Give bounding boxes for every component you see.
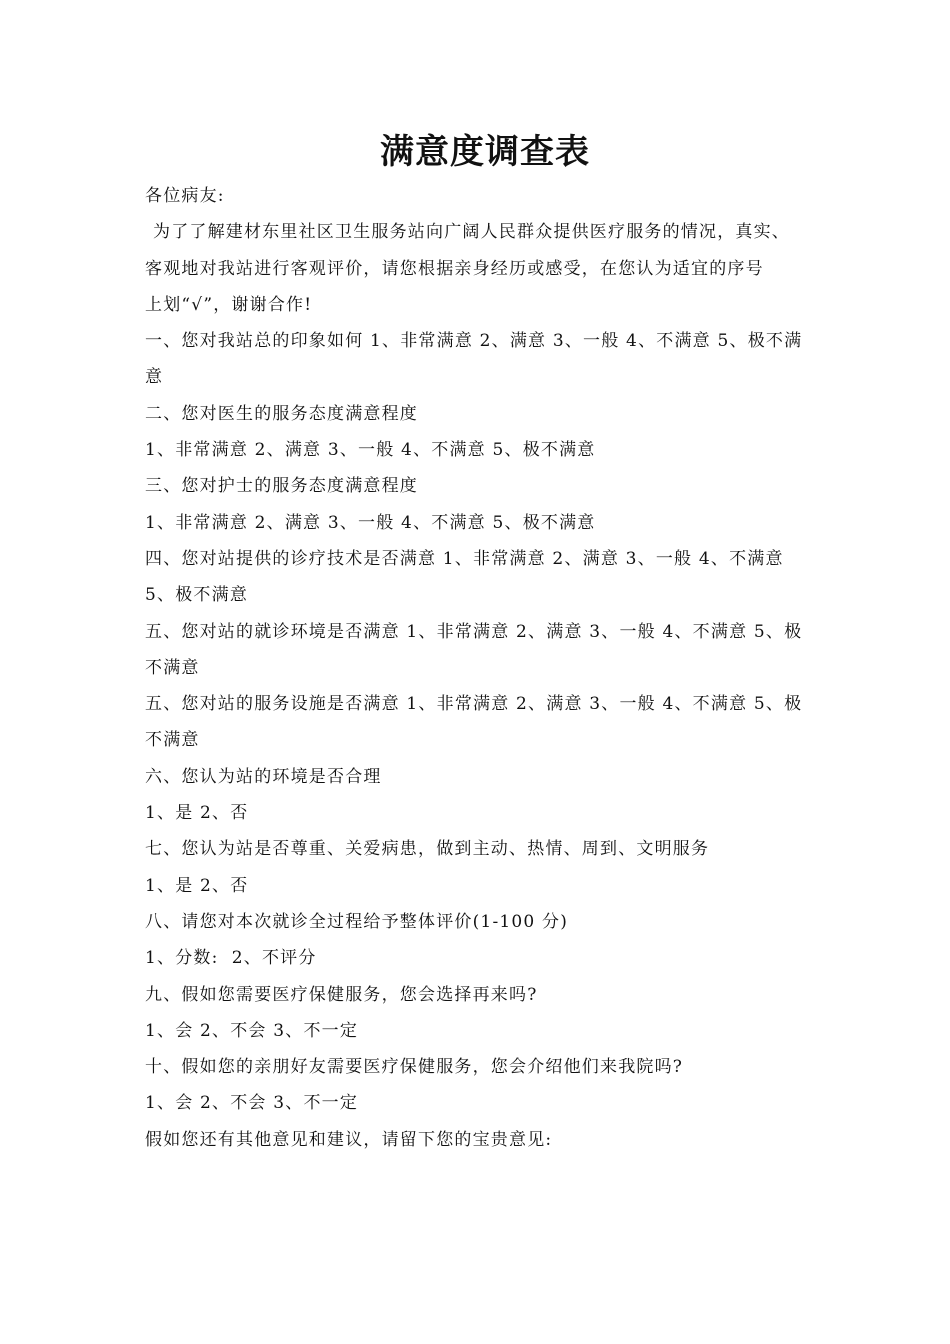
question-2: 二、您对医生的服务态度满意程度 (145, 403, 418, 424)
question-9: 九、假如您需要医疗保健服务，您会选择再来吗? (145, 984, 538, 1005)
intro-line: 上划“√”，谢谢合作! (145, 294, 313, 315)
question-9-options: 1、会 2、不会 3、不一定 (145, 1020, 359, 1041)
question-8: 八、请您对本次就诊全过程给予整体评价(1-100 分) (145, 911, 569, 932)
page-title: 满意度调查表 (380, 132, 590, 172)
question-6: 六、您认为站的环境是否合理 (145, 766, 382, 787)
question-10: 十、假如您的亲朋好友需要医疗保健服务，您会介绍他们来我院吗? (145, 1057, 684, 1078)
question-8-options: 1、分数: 2、不评分 (145, 948, 317, 969)
question-4: 四、您对站提供的诊疗技术是否满意 1、非常满意 2、满意 3、一般 4、不满意 (145, 548, 784, 569)
question-4-cont: 5、极不满意 (145, 585, 249, 606)
question-2-options: 1、非常满意 2、满意 3、一般 4、不满意 5、极不满意 (145, 440, 596, 461)
question-5b-cont: 不满意 (145, 730, 200, 751)
question-3: 三、您对护士的服务态度满意程度 (145, 476, 418, 497)
question-1-cont: 意 (145, 367, 164, 388)
intro-line: 客观地对我站进行客观评价，请您根据亲身经历或感受，在您认为适宜的序号 (145, 258, 764, 279)
question-5a: 五、您对站的就诊环境是否满意 1、非常满意 2、满意 3、一般 4、不满意 5、极 (145, 621, 803, 642)
survey-page (145, 130, 825, 1158)
closing-prompt: 假如您还有其他意见和建议，请留下您的宝贵意见: (145, 1129, 553, 1150)
question-6-options: 1、是 2、否 (145, 803, 249, 824)
question-3-options: 1、非常满意 2、满意 3、一般 4、不满意 5、极不满意 (145, 512, 596, 533)
question-7-options: 1、是 2、否 (145, 875, 249, 896)
question-1: 一、您对我站总的印象如何 1、非常满意 2、满意 3、一般 4、不满意 5、极不满 (145, 331, 803, 352)
question-7: 七、您认为站是否尊重、关爱病患，做到主动、热情、周到、文明服务 (145, 839, 710, 860)
intro-line: 为了了解建材东里社区卫生服务站向广阔人民群众提供医疗服务的情况，真实、 (153, 222, 790, 243)
question-5b: 五、您对站的服务设施是否满意 1、非常满意 2、满意 3、一般 4、不满意 5、极 (145, 694, 803, 715)
question-5a-cont: 不满意 (145, 657, 200, 678)
greeting: 各位病友: (145, 186, 225, 206)
question-10-options: 1、会 2、不会 3、不一定 (145, 1093, 359, 1114)
